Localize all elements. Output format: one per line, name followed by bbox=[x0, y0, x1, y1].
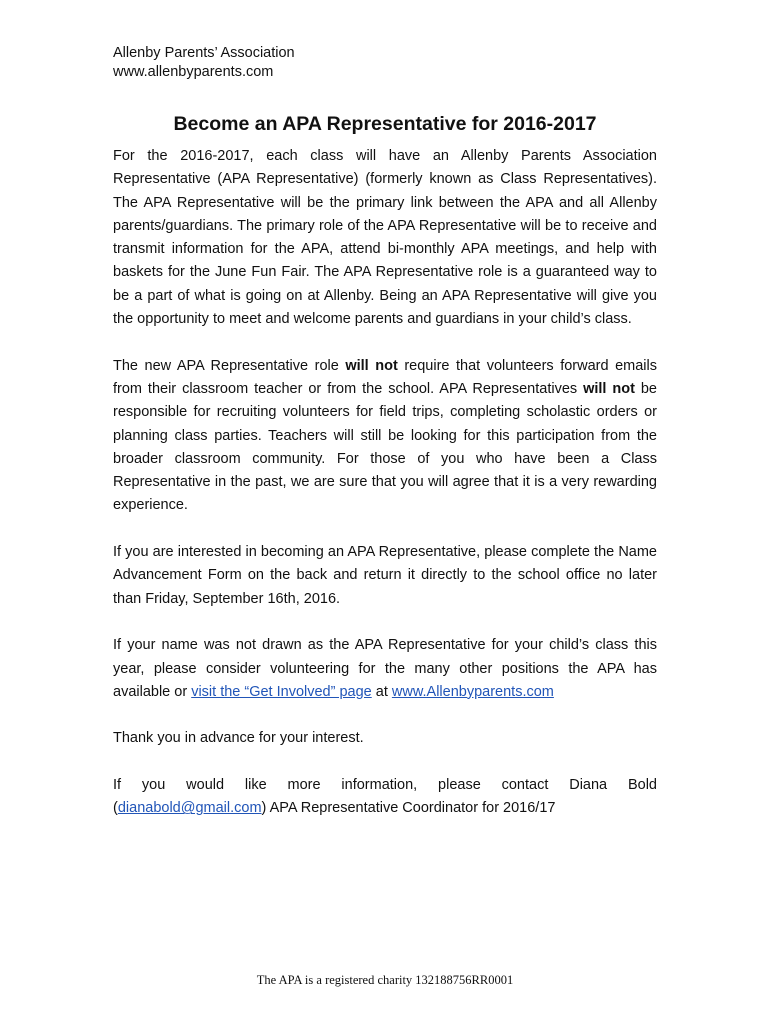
thanks-text: Thank you in advance for your interest. bbox=[113, 730, 364, 747]
org-name: Allenby Parents’ Association bbox=[113, 45, 295, 61]
paragraph-role-limits bbox=[113, 355, 657, 518]
paragraph-volunteer bbox=[113, 634, 657, 704]
footer-charity-note: The APA is a registered charity 132188756RR0001 bbox=[256, 973, 514, 987]
text-span: ( bbox=[113, 800, 118, 817]
emphasis-will-not: will not bbox=[583, 380, 635, 397]
org-header bbox=[113, 44, 295, 82]
paragraph-intro bbox=[113, 145, 657, 331]
emphasis-will-not: will not bbox=[345, 357, 398, 374]
paragraph-contact bbox=[113, 774, 657, 821]
text-span: at bbox=[371, 683, 392, 700]
text-span: ) APA Representative Coordinator for 2016/17 bbox=[261, 800, 556, 817]
paragraph-intro-text: For the 2016-2017, each class will have an Allenby Parents Association Representative (APA Representative) (formerly known as Class Representatives). The APA Representative will be the primary link between the APA and all Allenby parents/guardians. The primary role of the APA Representative will be to receive and transmit information for the APA, attend bi-monthly APA meetings, and help with baskets for the June Fun Fair. The APA Representative role is a guaranteed way to be a part of what is going on at Allenby. Being an APA Representative will give you the opportunity to meet and welcome parents and guardians in your child’s class. bbox=[113, 148, 657, 328]
get-involved-link[interactable]: visit the “Get Involved” page bbox=[191, 683, 372, 700]
website-link[interactable]: www.Allenbyparents.com bbox=[391, 683, 554, 700]
text-span: If your name was not drawn as the APA Representative for your child’s class this year, please consider volunteering for the many other positions the APA has available or bbox=[113, 637, 657, 700]
contact-text: If you would like more information, please contact Diana Bold bbox=[113, 777, 657, 794]
document-body bbox=[113, 145, 657, 821]
email-link[interactable]: dianabold@gmail.com bbox=[117, 800, 262, 817]
org-website: www.allenbyparents.com bbox=[113, 64, 274, 80]
text-span: The new APA Representative role bbox=[113, 357, 346, 374]
text-span: require that volunteers forward emails from their classroom teacher or from the school. APA Representatives bbox=[113, 357, 657, 397]
page-title: Become an APA Representative for 2016-2017 bbox=[173, 113, 597, 135]
paragraph-apply-text: If you are interested in becoming an APA Representative, please complete the Name Advancement Form on the back and return it directly to the school office no later than Friday, September 16th, 2016. bbox=[113, 544, 657, 607]
paragraph-thanks bbox=[113, 727, 657, 750]
paragraph-how-to-apply bbox=[113, 541, 657, 611]
text-span: be responsible for recruiting volunteers for field trips, completing scholastic orders or planning class parties. Teachers will still be looking for this participation from the broader classroom community. For those of you who have been a Class Representative in the past, we are sure that you will agree that it is a very rewarding experience. bbox=[113, 380, 657, 514]
